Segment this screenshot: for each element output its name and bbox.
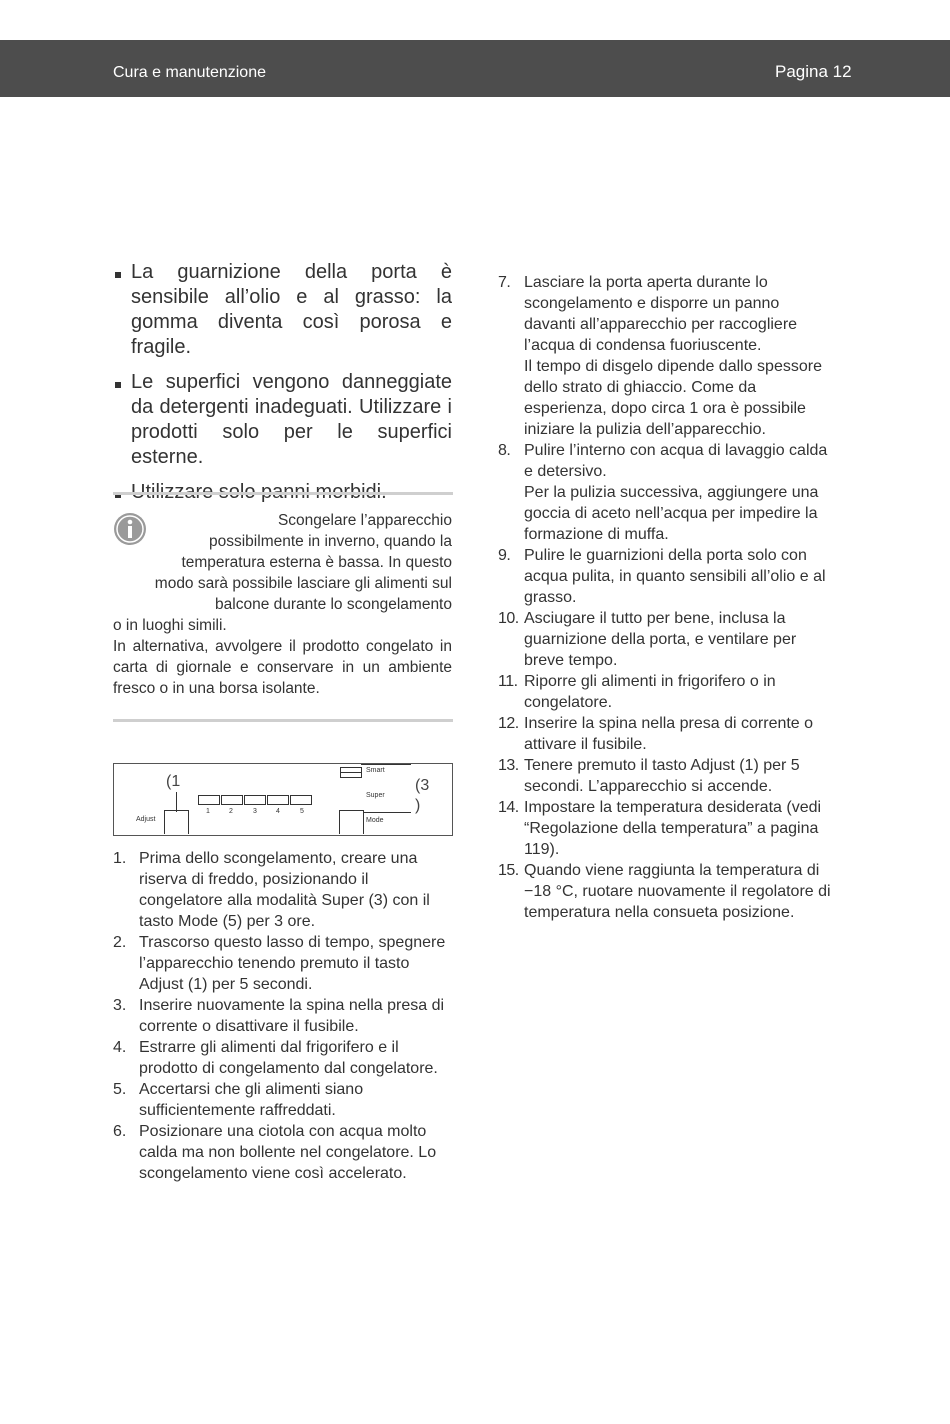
section-title: Cura e manutenzione	[113, 64, 266, 81]
display-segment	[267, 795, 289, 805]
page-header	[0, 40, 950, 97]
list-item: 10. Asciugare il tutto per bene, inclusa la guarnizione della porta, e ventilare per breve tempo.	[498, 610, 797, 669]
mode-button	[339, 810, 364, 834]
super-label: Super	[366, 792, 385, 799]
segment-number: 2	[229, 808, 233, 815]
list-item: 12. Inserire la spina nella presa di corrente o attivare il fusibile.	[498, 715, 814, 753]
callout-line	[363, 812, 411, 813]
indicator-line	[361, 764, 411, 765]
display-segment	[244, 795, 266, 805]
segment-number: 1	[206, 808, 210, 815]
adjust-button	[164, 810, 189, 834]
display-segment	[290, 795, 312, 805]
mode-label: Mode	[366, 817, 384, 824]
warning-item: La guarnizione della porta è sensibile all’olio e al grasso: la gomma diventa così porosa e fragile.	[113, 260, 452, 360]
divider	[113, 492, 453, 495]
info-note: Scongelare l’apparecchio possibilmente in inverno, quando la temperatura esterna è bassa. In questo modo sarà possibile lasciare gli alimenti sul balcone durante lo scongelamento o in luoghi simili. In alternativa, avvolgere il prodotto congelato in carta di giornale e conservare in un ambiente fresco o in una borsa isolante.	[113, 512, 452, 697]
list-item: 4. Estrarre gli alimenti dal frigorifero e il prodotto di congelamento dal congelatore.	[113, 1039, 438, 1077]
list-item: 14. Impostare la temperatura desiderata (vedi “Regolazione della temperatura” a pagina 119).	[498, 799, 822, 858]
callout-line	[176, 792, 177, 812]
display-segment	[198, 795, 220, 805]
list-item: 9. Pulire le guarnizioni della porta solo con acqua pulita, in quanto sensibili all’olio e al grasso.	[498, 547, 826, 606]
divider	[113, 719, 453, 722]
segment-number: 4	[276, 808, 280, 815]
bullet-square-icon	[115, 272, 121, 278]
list-item: 6. Posizionare una ciotola con acqua molto calda ma non bollente nel congelatore. Lo scongelamento viene così accelerato.	[113, 1123, 437, 1182]
callout-1: (1	[166, 773, 181, 790]
steps-list-left	[113, 848, 448, 1184]
list-item: 7. Lasciare la porta aperta durante lo scongelamento e disporre un panno davanti all’apparecchio per raccogliere l’acqua di condensa fuoriuscente. Il tempo di disgelo dipende dallo spessore dello strato di ghiaccio. Come da esperienza, dopo circa 1 ora è possibile iniziare la pulizia dell’apparecchio.	[498, 274, 822, 438]
bullet-square-icon	[115, 382, 121, 388]
list-item: 5. Accertarsi che gli alimenti siano sufficientemente raffreddati.	[113, 1081, 364, 1119]
warning-item: Le superfici vengono danneggiate da detergenti inadeguati. Utilizzare i prodotti solo per le superfici esterne.	[113, 370, 452, 470]
segment-number: 5	[300, 808, 304, 815]
steps-list-right	[498, 272, 835, 923]
warning-list	[113, 260, 452, 505]
display-segment	[221, 795, 243, 805]
segment-number: 3	[253, 808, 257, 815]
list-item: 8. Pulire l’interno con acqua di lavaggio calda e detersivo. Per la pulizia successiva, aggiungere una goccia di aceto nell’acqua per impedire la formazione di muffa.	[498, 442, 828, 543]
info-alternative: In alternativa, avvolgere il prodotto congelato in carta di giornale e conservare in un ambiente fresco o in una borsa isolante.	[113, 638, 452, 697]
indicator-divider	[340, 772, 361, 773]
list-item: 1. Prima dello scongelamento, creare una riserva di freddo, posizionando il congelatore alla modalità Super (3) con il tasto Mode (5) per 3 ore.	[113, 850, 430, 930]
list-item: 3. Inserire nuovamente la spina nella presa di corrente o disattivare il fusibile.	[113, 997, 445, 1035]
list-item: 15. Quando viene raggiunta la temperatura di −18 °C, ruotare nuovamente il regolatore di temperatura nella consueta posizione.	[498, 862, 831, 921]
smart-label: Smart	[366, 767, 385, 774]
callout-3: (3	[415, 777, 430, 794]
list-item: 11. Riporre gli alimenti in frigorifero o in congelatore.	[498, 673, 776, 711]
callout-3-close: )	[415, 797, 421, 814]
adjust-label: Adjust	[136, 816, 156, 823]
control-panel-diagram	[113, 763, 453, 836]
page-number: Pagina 12	[775, 62, 852, 81]
list-item: 13. Tenere premuto il tasto Adjust (1) per 5 secondi. L’apparecchio si accende.	[498, 757, 800, 795]
list-item: 2. Trascorso questo lasso di tempo, spegnere l’apparecchio tenendo premuto il tasto Adjust (1) per 5 secondi.	[113, 934, 446, 993]
